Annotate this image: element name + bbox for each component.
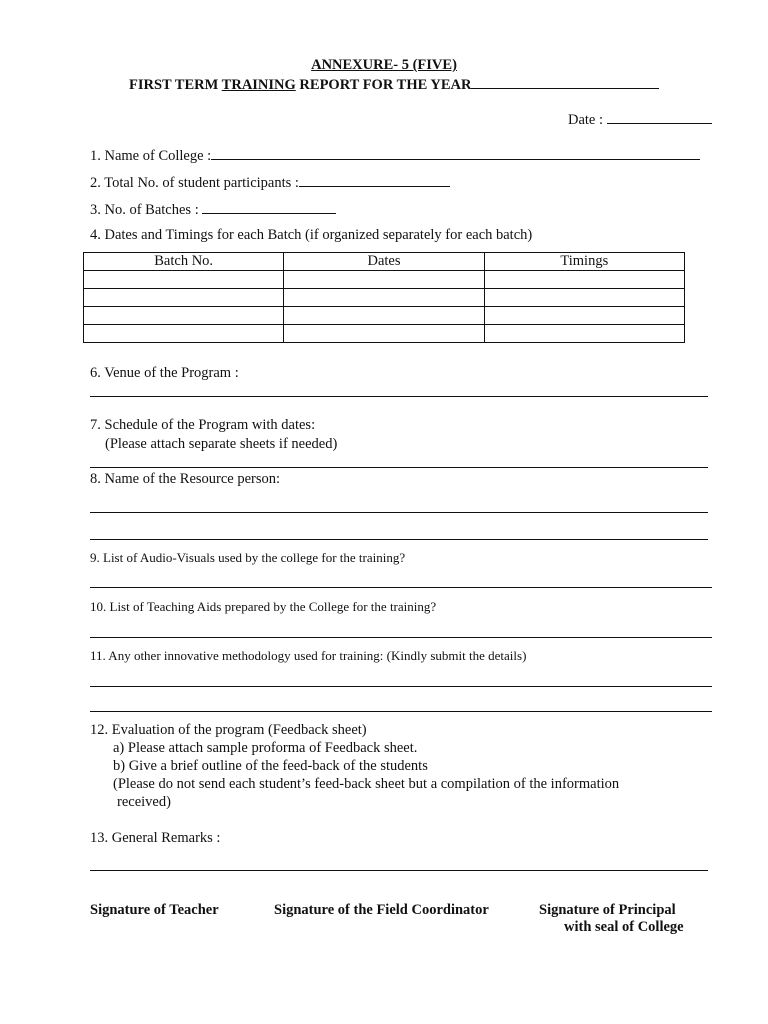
table-cell[interactable]: [284, 271, 484, 289]
dates-timings-label: 4. Dates and Timings for each Batch (if organized separately for each batch): [90, 227, 533, 243]
general-remarks-label: 13. General Remarks :: [90, 830, 221, 846]
resource-person-answer-line[interactable]: [90, 539, 708, 540]
table-cell[interactable]: [484, 289, 684, 307]
evaluation-heading: 12. Evaluation of the program (Feedback sheet): [90, 722, 367, 738]
schedule-note: (Please attach separate sheets if needed): [105, 436, 338, 452]
table-row: [84, 271, 685, 289]
header-timings: Timings: [484, 253, 684, 271]
table-row: [84, 325, 685, 343]
table-row: [84, 289, 685, 307]
title-underlined: TRAINING: [221, 77, 296, 93]
annexure-label: ANNEXURE- 5 (FIVE): [311, 57, 457, 73]
table-cell[interactable]: [84, 325, 284, 343]
participants-label: 2. Total No. of student participants :: [90, 175, 299, 191]
batches-label: 3. No. of Batches :: [90, 202, 199, 218]
table-cell[interactable]: [284, 289, 484, 307]
year-blank[interactable]: [471, 74, 659, 89]
innovative-answer-line[interactable]: [90, 711, 712, 712]
college-name-blank[interactable]: [211, 145, 700, 160]
resource-person-label: 8. Name of the Resource person:: [90, 471, 281, 487]
innovative-answer-line[interactable]: [90, 686, 712, 687]
table-row: [84, 307, 685, 325]
resource-person-answer-line[interactable]: [90, 512, 708, 513]
table-cell[interactable]: [284, 307, 484, 325]
college-name-row: [90, 145, 700, 165]
table-cell[interactable]: [484, 307, 684, 325]
evaluation-item-b: b) Give a brief outline of the feed-back of the students: [113, 758, 428, 774]
table-header-row: [84, 253, 685, 271]
date-label: Date :: [568, 112, 604, 128]
header-batch-no: Batch No.: [84, 253, 284, 271]
header-dates: Dates: [284, 253, 484, 271]
participants-row: [90, 172, 450, 192]
signature-teacher: Signature of Teacher: [90, 902, 219, 918]
teaching-aids-answer-line[interactable]: [90, 637, 712, 638]
signature-principal: Signature of Principal: [539, 902, 676, 918]
table-cell[interactable]: [84, 289, 284, 307]
title-prefix: FIRST TERM: [129, 77, 222, 93]
table-cell[interactable]: [84, 307, 284, 325]
audio-visuals-label: 9. List of Audio-Visuals used by the college for the training?: [90, 550, 406, 565]
batches-row: [90, 199, 336, 219]
title-suffix: REPORT FOR THE YEAR: [295, 77, 472, 93]
date-row: [568, 109, 712, 129]
college-name-label: 1. Name of College :: [90, 148, 212, 164]
general-remarks-answer-line[interactable]: [90, 870, 708, 871]
audio-visuals-answer-line[interactable]: [90, 587, 712, 588]
evaluation-note: (Please do not send each student’s feed-back sheet but a compilation of the information: [113, 776, 620, 792]
participants-blank[interactable]: [299, 172, 450, 187]
evaluation-note-continued: received): [117, 794, 171, 810]
table-cell[interactable]: [484, 271, 684, 289]
annexure-heading: [0, 56, 768, 74]
evaluation-item-a: a) Please attach sample proforma of Feedback sheet.: [113, 740, 418, 756]
teaching-aids-label: 10. List of Teaching Aids prepared by the College for the training?: [90, 599, 437, 614]
venue-label: 6. Venue of the Program :: [90, 365, 239, 381]
table-cell[interactable]: [284, 325, 484, 343]
schedule-label: 7. Schedule of the Program with dates:: [90, 417, 316, 433]
batches-blank[interactable]: [202, 199, 336, 214]
venue-answer-line[interactable]: [90, 396, 708, 397]
table-cell[interactable]: [484, 325, 684, 343]
schedule-answer-line[interactable]: [90, 467, 708, 468]
batch-table: [83, 252, 685, 343]
table-cell[interactable]: [84, 271, 284, 289]
principal-seal-label: with seal of College: [564, 919, 684, 935]
innovative-methodology-label: 11. Any other innovative methodology used for training: (Kindly submit the details): [90, 648, 527, 663]
form-title: [129, 74, 659, 94]
date-blank[interactable]: [607, 109, 712, 124]
signature-field-coordinator: Signature of the Field Coordinator: [274, 902, 489, 918]
